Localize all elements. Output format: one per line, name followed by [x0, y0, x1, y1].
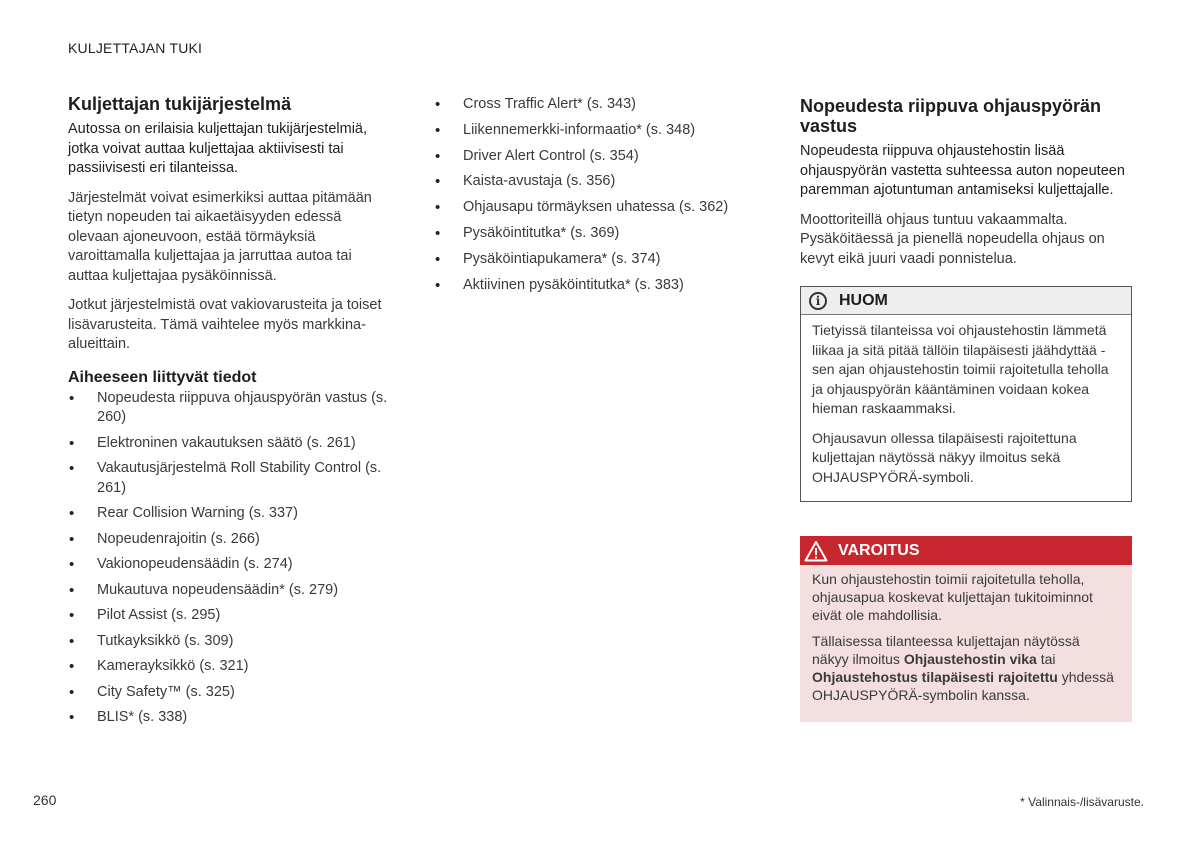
bullet-icon: • [69, 530, 75, 548]
warning-paragraph [812, 632, 1120, 704]
list-item-text: Ohjausapu törmäyksen uhatessa (s. 362) [463, 199, 729, 216]
lead-paragraph: Autossa on erilaisia kuljettajan tukijärjestelmiä, jotka voivat auttaa kuljettajaa aktiivisesti tai passiivisesti eri tilanteissa. [68, 121, 368, 176]
list-item [434, 276, 764, 296]
list-item-text: Aktiivinen pysäköintitutka* (s. 383) [463, 276, 684, 293]
list-item [434, 224, 764, 244]
warning-triangle-icon [804, 540, 828, 562]
message-name: Ohjaustehostus tilapäisesti rajoitettu [812, 669, 1058, 685]
list-item-text: Vakionopeudensäädin (s. 274) [97, 556, 293, 572]
list-item [68, 708, 393, 728]
left-column [68, 94, 393, 734]
bullet-icon: • [69, 632, 75, 650]
bullet-icon: • [435, 276, 441, 294]
bullet-icon: • [435, 173, 441, 191]
body-paragraph: Järjestelmät voivat esimerkiksi auttaa pitämään tietyn nopeuden tai aikaetäisyyden edessä olevaan ajoneuvoon, estää törmäyksiä varoittamalla kuljettajaa ja jarruttaa autoa tai auttaa kuljettajaa pysäköinnissä. [68, 189, 372, 284]
warning-title: VAROITUS [838, 541, 920, 559]
footnote: * Valinnais-/lisävaruste. [1020, 795, 1144, 809]
warning-body [800, 565, 1132, 722]
bullet-icon: • [69, 460, 75, 477]
body-paragraph: Jotkut järjestelmistä ovat vakiovarusteita ja toiset lisävarusteita. Tämä vaihtelee myös markkina-alueittain. [68, 297, 382, 352]
warning-text: tai [1036, 651, 1056, 667]
list-item-text: Rear Collision Warning (s. 337) [97, 505, 298, 521]
list-item [434, 147, 764, 167]
related-list-continued [434, 95, 764, 295]
section-header: KULJETTAJAN TUKI [68, 40, 203, 56]
list-item [68, 581, 393, 601]
list-item-text: BLIS* (s. 338) [97, 709, 188, 725]
bullet-icon: • [69, 556, 75, 573]
list-item-text: Cross Traffic Alert* (s. 343) [463, 96, 636, 112]
body-paragraph: Moottoriteillä ohjaus tuntuu vakaammalta. Pysäköitäessä ja pienellä nopeudella ohjaus on kevyt eikä juuri vaadi ponnistelua. [800, 211, 1105, 267]
middle-column [434, 95, 764, 301]
list-item [68, 606, 393, 626]
list-item-text: Pilot Assist (s. 295) [97, 607, 221, 623]
warning-header [800, 536, 1132, 565]
list-item [434, 198, 764, 218]
list-item-text: Driver Alert Control (s. 354) [463, 147, 639, 164]
bullet-icon: • [69, 505, 75, 522]
list-item [68, 683, 393, 703]
list-item-text: Elektroninen vakautuksen säätö (s. 261) [97, 434, 356, 451]
message-name: Ohjaustehostin vika [903, 651, 1037, 667]
list-item [68, 504, 393, 524]
list-item [68, 555, 393, 575]
list-item [434, 250, 764, 270]
bullet-icon: • [69, 389, 75, 407]
bullet-icon: • [435, 199, 441, 217]
bullet-icon: • [435, 224, 441, 242]
list-item [68, 459, 393, 498]
related-list [68, 389, 393, 728]
list-item [434, 95, 764, 115]
right-column [800, 96, 1132, 722]
warning-box [800, 536, 1132, 722]
list-item [68, 389, 393, 428]
list-item-text: Nopeudenrajoitin (s. 266) [97, 530, 260, 547]
list-item-text: Pysäköintiapukamera* (s. 374) [463, 250, 661, 267]
warning-text: yhdessä OHJAUSPYÖRÄ-symbolin kanssa. [812, 669, 1114, 703]
note-title: HUOM [839, 291, 888, 309]
warning-paragraph: Kun ohjaustehostin toimii rajoitetulla teholla, ohjausapua koskevat kuljettajan tukitoiminnot eivät ole mahdollisia. [812, 571, 1093, 623]
bullet-icon: • [435, 147, 441, 165]
list-item-text: Tutkayksikkö (s. 309) [97, 632, 234, 649]
section-heading: Kuljettajan tukijärjestelmä [68, 94, 292, 114]
list-item [68, 632, 393, 652]
section-heading: Nopeudesta riippuva ohjauspyörän vastus [800, 96, 1102, 136]
note-paragraph: Ohjausavun ollessa tilapäisesti rajoitettuna kuljettajan näytössä näkyy ilmoitus sekä OHJAUSPYÖRÄ-symboli. [812, 429, 1077, 485]
page-number: 260 [33, 792, 57, 808]
list-item-text: Mukautuva nopeudensäädin* (s. 279) [97, 581, 339, 598]
info-icon: i [809, 292, 827, 310]
note-paragraph: Tietyissä tilanteissa voi ohjaustehostin lämmetä liikaa ja sitä pitää tällöin tilapäisesti jäähdyttää - sen ajan ohjaustehostin toimii rajoitetulla teholla ja ohjauspyörän kääntäminen voidaan kokea hieman raskaammaksi. [812, 322, 1109, 416]
list-item-text: Kaista-avustaja (s. 356) [463, 173, 616, 190]
list-item [434, 121, 764, 141]
bullet-icon: • [435, 96, 441, 113]
warning-text: Tällaisessa tilanteessa kuljettajan näytössä näkyy ilmoitus [812, 633, 1080, 667]
bullet-icon: • [435, 121, 441, 139]
list-item [68, 530, 393, 550]
list-item-text: Kamerayksikkö (s. 321) [97, 658, 249, 674]
note-body [801, 315, 1131, 501]
list-item-text: Nopeudesta riippuva ohjauspyörän vastus (s. 260) [97, 389, 388, 425]
bullet-icon: • [69, 581, 75, 599]
bullet-icon: • [69, 607, 75, 624]
list-item [68, 657, 393, 677]
list-item [434, 172, 764, 192]
note-box [800, 286, 1132, 502]
bullet-icon: • [69, 658, 75, 675]
bullet-icon: • [69, 709, 75, 726]
list-item-text: Liikennemerkki-informaatio* (s. 348) [463, 121, 696, 138]
bullet-icon: • [435, 250, 441, 268]
related-heading: Aiheeseen liittyvät tiedot [68, 368, 257, 386]
note-header [801, 287, 1131, 315]
list-item [68, 434, 393, 454]
lead-paragraph: Nopeudesta riippuva ohjaustehostin lisää ohjauspyörän vastetta suhteessa auton nopeuteen paremman ajotuntuman antamiseksi kuljettajalle. [800, 143, 1125, 198]
list-item-text: City Safety™ (s. 325) [97, 683, 235, 700]
bullet-icon: • [69, 434, 75, 452]
list-item-text: Pysäköintitutka* (s. 369) [463, 224, 620, 241]
list-item-text: Vakautusjärjestelmä Roll Stability Control (s. 261) [97, 460, 382, 496]
bullet-icon: • [69, 683, 75, 701]
